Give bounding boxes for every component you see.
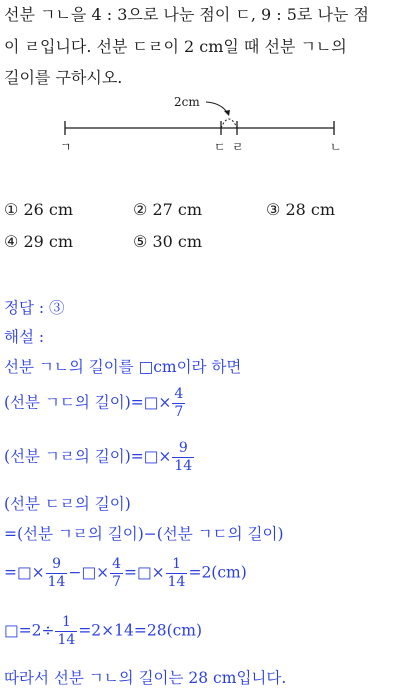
solution-step-4: (선분 ㄷㄹ의 길이) [4, 495, 131, 513]
option-4[interactable] [4, 232, 73, 251]
option-marker: ④ [4, 232, 19, 251]
step-2-text: (선분 ㄱㄷ의 길이)=□× [4, 393, 172, 412]
option-1[interactable] [4, 200, 73, 219]
step-6-part-b: −□× [68, 563, 110, 582]
solution-step-2 [4, 386, 186, 421]
solution-step-5: =(선분 ㄱㄹ의 길이)−(선분 ㄱㄷ의 길이) [4, 525, 284, 543]
conclusion: 따라서 선분 ㄱㄴ의 길이는 28 cm입니다. [4, 669, 287, 687]
solution-step-3 [4, 440, 195, 475]
step-3-text: (선분 ㄱㄹ의 길이)=□× [4, 447, 172, 466]
fraction-1-14: $\frac{1}{14}$ [57, 614, 76, 648]
label-point-a: ㄱ [60, 140, 72, 154]
option-marker: ③ [266, 200, 281, 219]
fraction-9-14: $\frac{9}{14}$ [47, 556, 66, 590]
option-marker: ⑤ [133, 232, 148, 251]
label-point-b: ㄴ [330, 140, 342, 154]
step-6-part-c: =□× [124, 563, 165, 582]
label-point-c: ㄷ [214, 140, 226, 154]
step-7-part-a: □=2÷ [4, 621, 55, 640]
option-text: 29 cm [23, 232, 74, 251]
fraction-4-7: $\frac{4}{7}$ [174, 386, 184, 420]
label-point-d: ㄹ [232, 140, 244, 154]
option-3[interactable] [266, 200, 335, 219]
option-5[interactable] [133, 232, 202, 251]
question-line-2: 이 ㄹ입니다. 선분 ㄷㄹ이 2 cm일 때 선분 ㄱㄴ의 [4, 37, 347, 56]
option-text: 27 cm [152, 200, 203, 219]
answer-label: 정답 : ③ [4, 299, 65, 317]
solution-step-6 [4, 556, 247, 591]
span-arc [221, 119, 237, 128]
option-marker: ② [133, 200, 148, 219]
step-6-part-d: =2(cm) [188, 563, 247, 582]
option-marker: ① [4, 200, 19, 219]
explanation-label: 해설 : [4, 328, 45, 346]
question-line-1: 선분 ㄱㄴ을 4 : 3으로 나눈 점이 ㄷ, 9 : 5로 나눈 점 [4, 5, 369, 24]
solution-step-7 [4, 614, 202, 649]
segment-figure [0, 90, 400, 160]
step-6-part-a: =□× [4, 563, 45, 582]
solution-step-1: 선분 ㄱㄴ의 길이를 □cm이라 하면 [4, 358, 242, 376]
step-7-part-b: =2×14=28(cm) [78, 621, 203, 640]
fraction-4-7: $\frac{4}{7}$ [112, 556, 121, 590]
option-text: 30 cm [152, 232, 203, 251]
option-text: 26 cm [23, 200, 74, 219]
option-text: 28 cm [285, 200, 336, 219]
option-2[interactable] [133, 200, 202, 219]
fraction-9-14: $\frac{9}{14}$ [174, 440, 193, 474]
pointer-arrow [206, 102, 228, 114]
fraction-1-14: $\frac{1}{14}$ [167, 556, 186, 590]
arrow-head [224, 110, 230, 116]
label-2cm: 2cm [174, 95, 200, 109]
question-line-3: 길이를 구하시오. [4, 68, 123, 87]
